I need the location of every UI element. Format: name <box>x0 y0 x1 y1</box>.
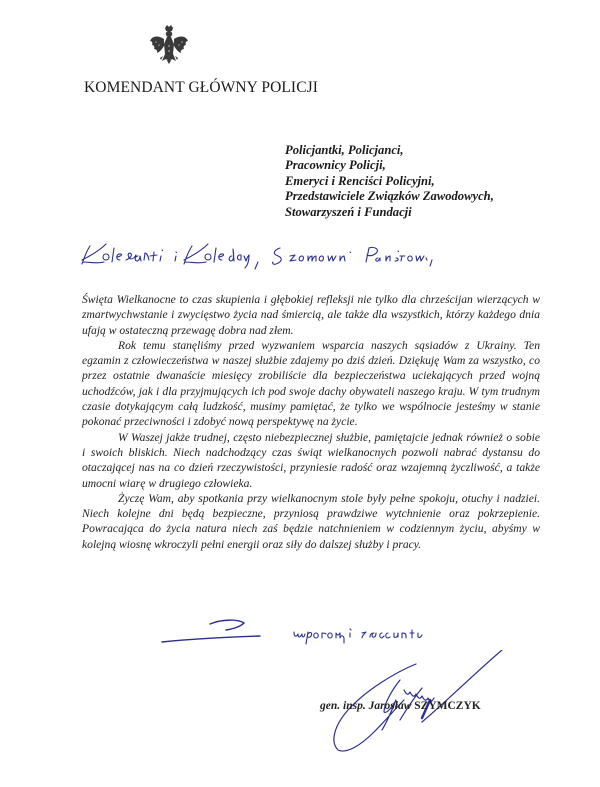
recipient-line: Stowarzyszeń i Fundacji <box>285 204 412 219</box>
body-paragraph: Życzę Wam, aby spotkania przy wielkanocnym stole były pełne spokoju, otuchy i nadziei. Niech kolejne dni będą bezpieczne, przyniosą prawdziwe wytchnienie oraz pokrzepienie. Powracająca do życia natura niech zaś będzie natchnieniem w codziennym życiu, abyśmy w kolejną wiosnę wkroczyli pełni energii oraz siły do dalszej służby i pracy. <box>82 491 540 551</box>
signer-name <box>320 700 481 712</box>
body-paragraph: Rok temu stanęliśmy przed wyzwaniem wsparcia naszych sąsiadów z Ukrainy. Ten egzamin z człowieczeństwa w naszej służbie zdajemy po dziś dzień. Dziękuję Wam za wszystko, co przez ostatnie dwanaście miesięcy zrobiliście dla bezpieczeństwa uciekających przed wojną uchodźców, jak i dla przyjmujących ich pod swoje dachy obywateli naszego kraju. W tym trudnym czasie dotykającym całą ludzkość, musimy pamiętać, że tylko we wspólnocie jesteśmy w stanie pokonać przeciwności i zdobyć nową perspektywę na życie. <box>82 338 540 429</box>
organization-name: KOMENDANT GŁÓWNY POLICJI <box>84 79 319 96</box>
handwritten-salutation <box>80 238 460 272</box>
body-paragraph: W Waszej jakże trudnej, często niebezpiecznej służbie, pamiętajcie jednak również o sobie i swoich bliskich. Niech nadchodzący czas świąt wielkanocnych pozwoli nabrać dystansu do otaczającej nas na co dzień rzeczywistości, przyniesie radość oraz wzajemną życzliwość, a także umocni wiarę w drugiego człowieka. <box>82 430 540 490</box>
signer-surname: SZYMCZYK <box>414 700 481 712</box>
recipients-block <box>285 143 494 220</box>
recipient-line: Emeryci i Renciści Policyjni, <box>285 173 435 188</box>
handwritten-closing <box>290 620 445 646</box>
recipient-line: Policjantki, Policjanci, <box>285 143 404 157</box>
signer-title: gen. insp. Jarosław <box>320 700 412 712</box>
letter-body <box>82 292 540 552</box>
closing-flourish-icon <box>160 618 280 648</box>
polish-eagle-emblem-icon <box>148 24 190 68</box>
recipient-line: Pracownicy Policji, <box>285 158 386 173</box>
body-paragraph: Święta Wielkanocne to czas skupienia i głębokiej refleksji nie tylko dla chrześcijan wierzących w zmartwychwstanie i zwycięstwo życia nad śmiercią, ale także dla wszystkich, którzy każdego dnia ufają w ostateczną przewagę dobra nad złem. <box>82 293 540 337</box>
recipient-line: Przedstawiciele Związków Zawodowych, <box>285 189 494 204</box>
